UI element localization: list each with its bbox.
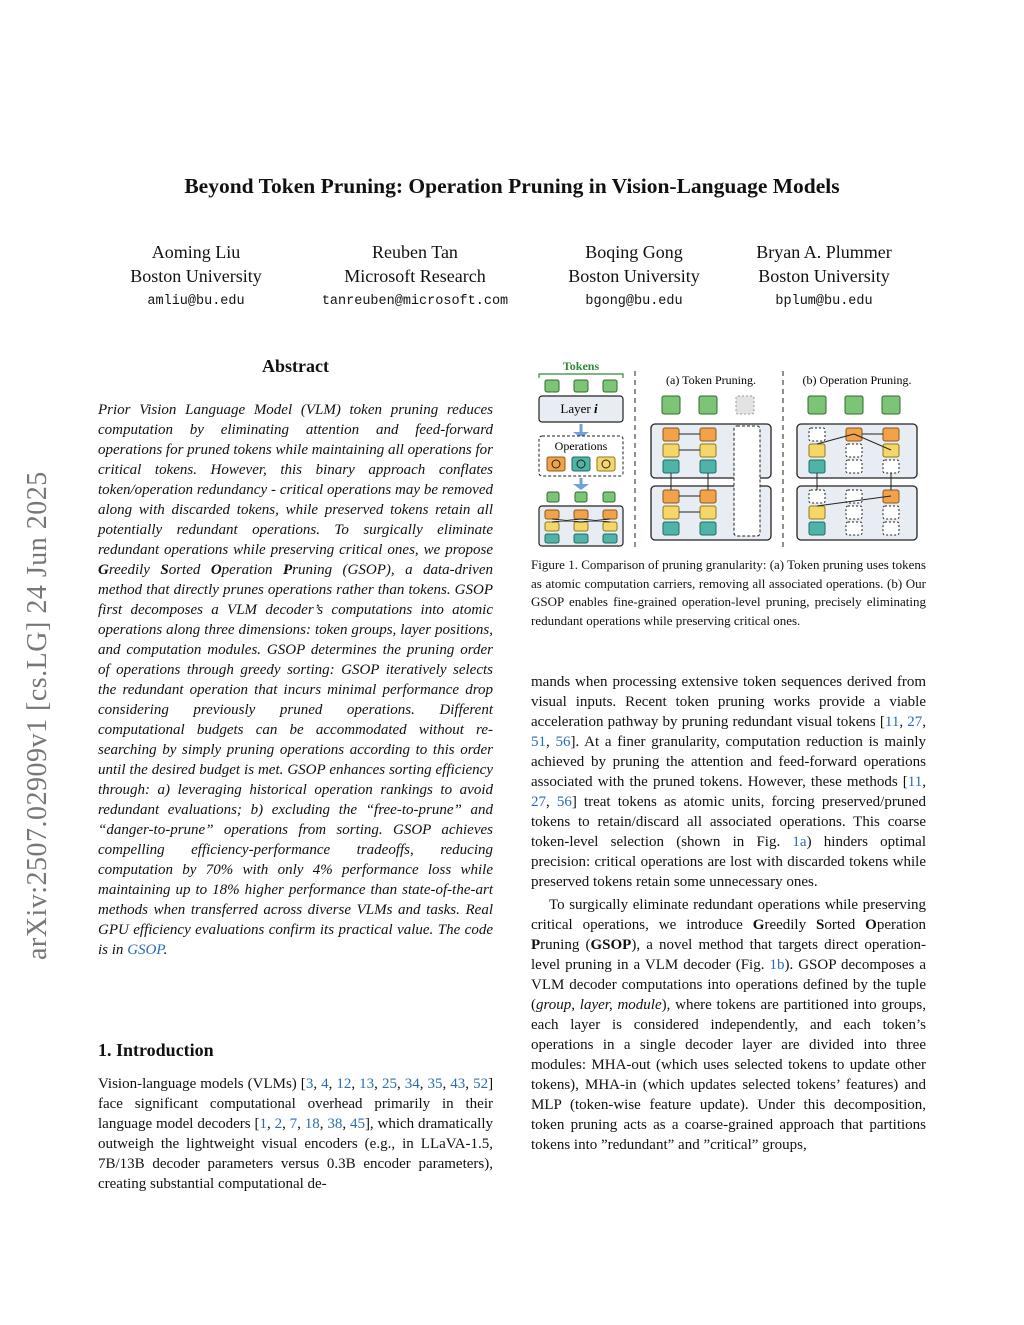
- token-icon: [545, 380, 559, 392]
- author-affiliation: Boston University: [758, 266, 890, 286]
- figure-link[interactable]: 1a: [792, 834, 807, 850]
- citation-link[interactable]: 35: [427, 1076, 443, 1092]
- figure-link[interactable]: 1b: [769, 957, 785, 973]
- operation-icon: [547, 457, 565, 471]
- token-icon: [603, 492, 615, 502]
- code-link[interactable]: GSOP: [127, 942, 164, 958]
- citation-link[interactable]: 25: [381, 1076, 397, 1092]
- citation-link[interactable]: 52: [473, 1076, 489, 1092]
- token-icon: [603, 380, 617, 392]
- output-tokens: [547, 492, 615, 502]
- author-affiliation: Boston University: [130, 266, 262, 286]
- panel-a-label: (a) Token Pruning.: [666, 373, 756, 387]
- input-tokens: [545, 380, 617, 392]
- abstract-body: Prior Vision Language Model (VLM) token pruning reduces computation by eliminating attention and feed-forward operations for pruned tokens while maintaining all operations for critical tokens. However, this binary approach conflates token/operation redundancy - critical operations may be removed along with discarded tokens, while preserved tokens retain all potentially redundant operations. To surgically eliminate redundant operations while preserving critical ones, we propose Greedily Sorted Operation Pruning (GSOP), a data-driven method that directly prunes operations rather than tokens. GSOP first decomposes a VLM decoder’s computations into atomic operations along three dimensions: token groups, layer positions, and computation modules. GSOP determines the pruning order of operations through greedy sorting: GSOP iteratively selects the redundant operation that incurs minimal performance drop considering previously pruned operations. Different computational budgets can be accommodated without re-searching by simply pruning operations according to this order until the desired budget is met. GSOP enhances sorting efficiency through: a) leveraging historical operation rankings to avoid redundant evaluations; b) excluding the “free-to-prune” and “danger-to-prune” operations from sorting. GSOP achieves compelling efficiency-performance tradeoffs, reducing computation by 70% with only 4% performance loss while maintaining up to 18% higher performance than state-of-the-art methods when transferred across diverse VLMs and tasks. Real GPU efficiency evaluations confirm its practical value. The code is in GSOP.: [98, 402, 493, 958]
- citation-link[interactable]: 45: [349, 1116, 365, 1132]
- author-name: Aoming Liu: [151, 242, 241, 262]
- panel-b-tokens: [808, 396, 900, 414]
- citation-link[interactable]: 27: [531, 794, 546, 810]
- paragraph: mands when processing extensive token sequences derived from visual inputs. Recent token pruning works provide a viable acceleration pathway by pruning redundant visual tokens [11, 27, 51, 56]. At a finer granularity, computation reduction is mainly achieved by pruning the attention and feed-forward operations associated with the pruned tokens. However, these methods [11, 27, 56] treat tokens as atomic units, forcing preserved/pruned tokens to retain/discard all associated operations. This coarse token-level selection (shown in Fig. 1a) hinders optimal precision: critical operations are lost with discarded tokens while preserved tokens retain some unnecessary ones.: [531, 674, 927, 890]
- author-email[interactable]: bgong@bu.edu: [585, 294, 683, 309]
- arrow-head-icon: [573, 484, 589, 490]
- citation-link[interactable]: 11: [907, 774, 923, 790]
- operation-icon: [597, 457, 615, 471]
- citation-link[interactable]: 43: [450, 1076, 466, 1092]
- author-affiliation: Boston University: [568, 266, 700, 286]
- citation-link[interactable]: 56: [556, 794, 572, 810]
- author-name: Bryan A. Plummer: [756, 242, 892, 262]
- author-name: Reuben Tan: [372, 242, 458, 262]
- panel-b-ops: [809, 428, 899, 535]
- citation-link[interactable]: 51: [531, 734, 546, 750]
- tokens-bracket: [539, 374, 623, 378]
- author-email[interactable]: bplum@bu.edu: [775, 294, 873, 309]
- citation-link[interactable]: 2: [274, 1116, 283, 1132]
- author-email[interactable]: amliu@bu.edu: [147, 294, 245, 309]
- token-icon: [574, 380, 588, 392]
- section-heading-introduction: 1. Introduction: [98, 1040, 214, 1060]
- citation-link[interactable]: 34: [404, 1076, 420, 1092]
- author-name: Boqing Gong: [585, 242, 683, 262]
- citation-link[interactable]: 18: [304, 1116, 320, 1132]
- arxiv-identifier: arXiv:2507.02909v1 [cs.LG] 24 Jun 2025: [22, 471, 53, 960]
- panel-b-label: (b) Operation Pruning.: [802, 373, 912, 387]
- citation-link[interactable]: 4: [321, 1076, 329, 1092]
- author-4: [734, 240, 914, 314]
- operation-icons: [547, 457, 615, 471]
- author-1: [106, 240, 286, 314]
- abstract-heading: Abstract: [262, 356, 329, 376]
- author-2: [300, 240, 530, 314]
- figure-1-caption: Figure 1. Comparison of pruning granularity: (a) Token pruning uses tokens as atomic computation carriers, removing all associated operations. (b) Our GSOP enables fine-grained operation-level pruning, precisely eliminating redundant operations while preserving critical ones.: [531, 557, 926, 628]
- paragraph: To surgically eliminate redundant operations while preserving critical operations, we introduce Greedily Sorted Operation Pruning (GSOP), a novel method that targets direct operation-level pruning in a VLM decoder (Fig. 1b). GSOP decomposes a VLM decoder computations into operations defined by the tuple (group, layer, module), where tokens are partitioned into groups, each layer is considered independently, and each token’s operations in a single decoder layer are divided into three modules: MHA-out (which uses selected tokens to update other tokens), MHA-in (which updates selected tokens’ features) and MLP (token-wise feature update). Under this decomposition, token pruning acts as a coarse-grained approach that partitions tokens into ”redundant” and ”critical” groups,: [531, 897, 927, 1153]
- token-icon: [575, 492, 587, 502]
- right-column-body: [531, 672, 926, 1155]
- intro-paragraph: Vision-language models (VLMs) [3, 4, 12, 13, 25, 34, 35, 43, 52] face significant computational overhead primarily in their language model decoders [1, 2, 7, 18, 38, 45], which dramatically outweigh the lightweight visual encoders (e.g., in LLaVA-1.5, 7B/13B decoder parameters versus 0.3B encoder parameters), creating substantial computational de-: [98, 1076, 494, 1192]
- citation-link[interactable]: 11: [884, 714, 900, 730]
- citation-link[interactable]: 1: [259, 1116, 267, 1132]
- citation-link[interactable]: 3: [305, 1076, 314, 1092]
- layer-detail-ops: [545, 510, 617, 543]
- panel-a-tokens: [662, 396, 754, 414]
- token-icon: [547, 492, 559, 502]
- tokens-label: Tokens: [562, 359, 600, 373]
- operations-label: Operations: [554, 439, 608, 453]
- citation-link[interactable]: 56: [555, 734, 571, 750]
- citation-link[interactable]: 38: [327, 1116, 343, 1132]
- layer-label: Layer i: [560, 401, 598, 416]
- author-email[interactable]: tanreuben@microsoft.com: [321, 294, 509, 309]
- citation-link[interactable]: 12: [336, 1076, 352, 1092]
- author-3: [544, 240, 724, 314]
- operation-icon: [572, 457, 590, 471]
- author-affiliation: Microsoft Research: [344, 266, 486, 286]
- citation-link[interactable]: 27: [907, 714, 923, 730]
- citation-link[interactable]: 7: [289, 1116, 298, 1132]
- figure-1: [531, 356, 926, 551]
- citation-link[interactable]: 13: [359, 1076, 375, 1092]
- paper-title: Beyond Token Pruning: Operation Pruning in Vision-Language Models: [184, 174, 840, 198]
